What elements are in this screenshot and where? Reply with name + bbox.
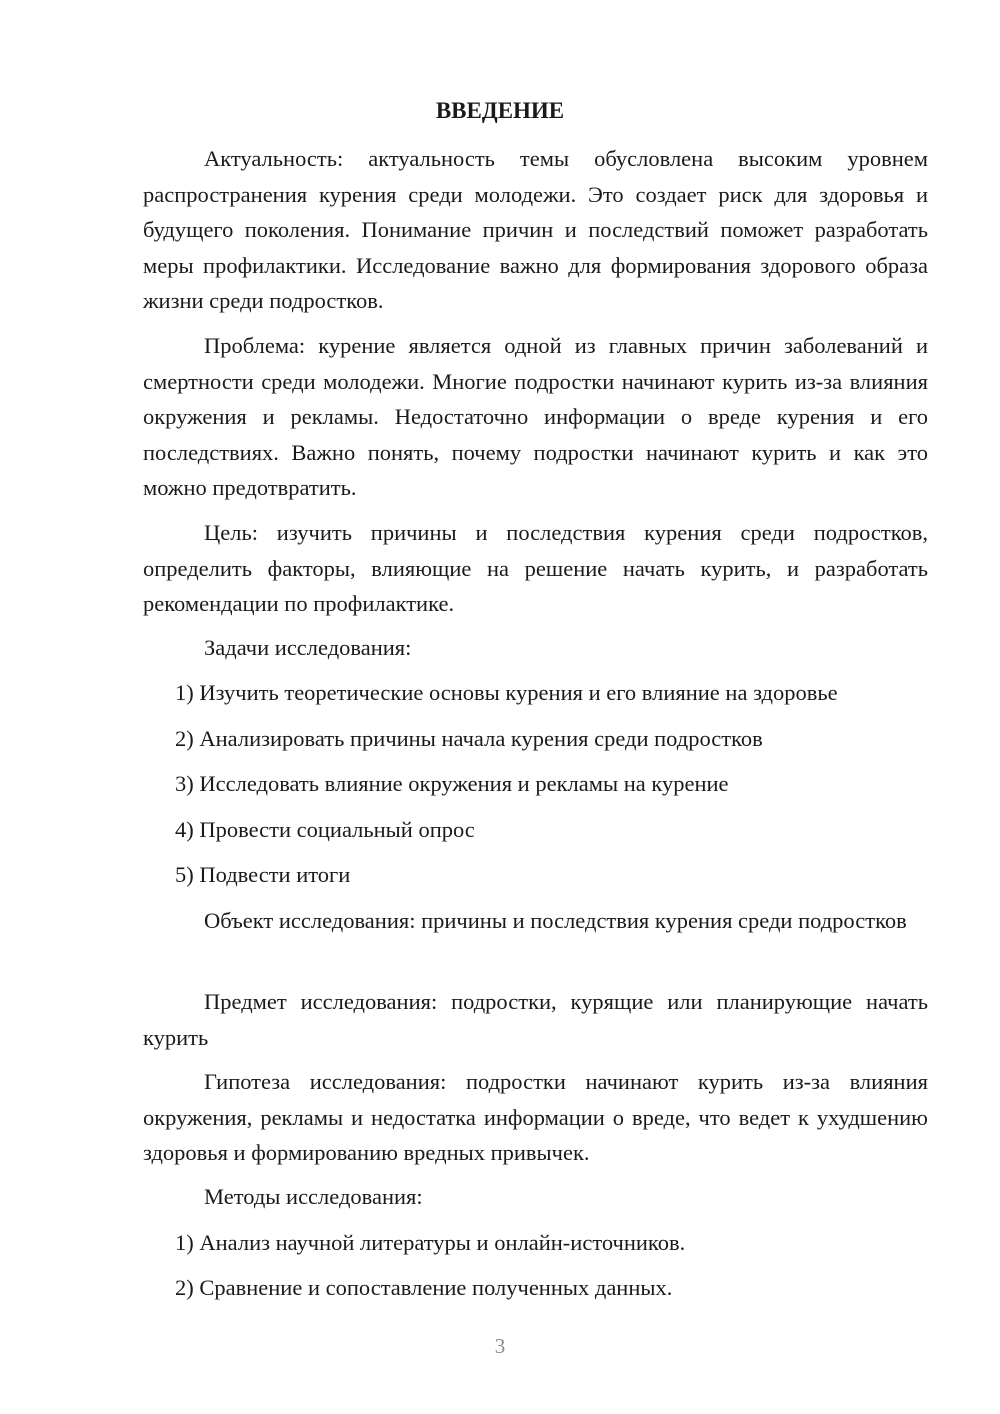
hypothesis-paragraph: Гипотеза исследования: подростки начинают курить из-за влияния окружения, рекламы и недостатка информации о вреде, что ведет к ухудшению здоровья и формированию вредных привычек. xyxy=(143,1069,928,1165)
goal-paragraph: Цель: изучить причины и последствия курения среди подростков, определить факторы, влияющие на решение начать курить, и разработать рекомендации по профилактике. xyxy=(143,520,928,616)
relevance-paragraph: Актуальность: актуальность темы обусловлена высоким уровнем распространения курения среди молодежи. Это создает риск для здоровья и будущего поколения. Понимание причин и последствий поможет разработать меры профилактики. Исследование важно для формирования здорового образа жизни среди подростков. xyxy=(143,146,928,313)
task-item-5: 5) Подвести итоги xyxy=(175,862,351,887)
task-item-3: 3) Исследовать влияние окружения и рекламы на курение xyxy=(175,771,729,796)
methods-heading: Методы исследования: xyxy=(204,1184,423,1209)
task-item-1: 1) Изучить теоретические основы курения и его влияние на здоровье xyxy=(175,680,838,705)
tasks-heading: Задачи исследования: xyxy=(204,635,412,660)
method-item-2: 2) Сравнение и сопоставление полученных данных. xyxy=(175,1275,673,1300)
method-item-1: 1) Анализ научной литературы и онлайн-источников. xyxy=(175,1230,686,1255)
problem-paragraph: Проблема: курение является одной из главных причин заболеваний и смертности среди молодежи. Многие подростки начинают курить из-за влияния окружения и рекламы. Недостаточно информации о вреде курения и его последствиях. Важно понять, почему подростки начинают курить и как это можно предотвратить. xyxy=(143,333,928,500)
page-title: ВВЕДЕНИЕ xyxy=(435,98,565,123)
object-paragraph: Объект исследования: причины и последствия курения среди подростков xyxy=(204,908,907,933)
page-number: 3 xyxy=(494,1334,506,1358)
subject-paragraph: Предмет исследования: подростки, курящие или планирующие начать курить xyxy=(143,989,928,1050)
task-item-2: 2) Анализировать причины начала курения среди подростков xyxy=(175,726,763,751)
task-item-4: 4) Провести социальный опрос xyxy=(175,817,475,842)
